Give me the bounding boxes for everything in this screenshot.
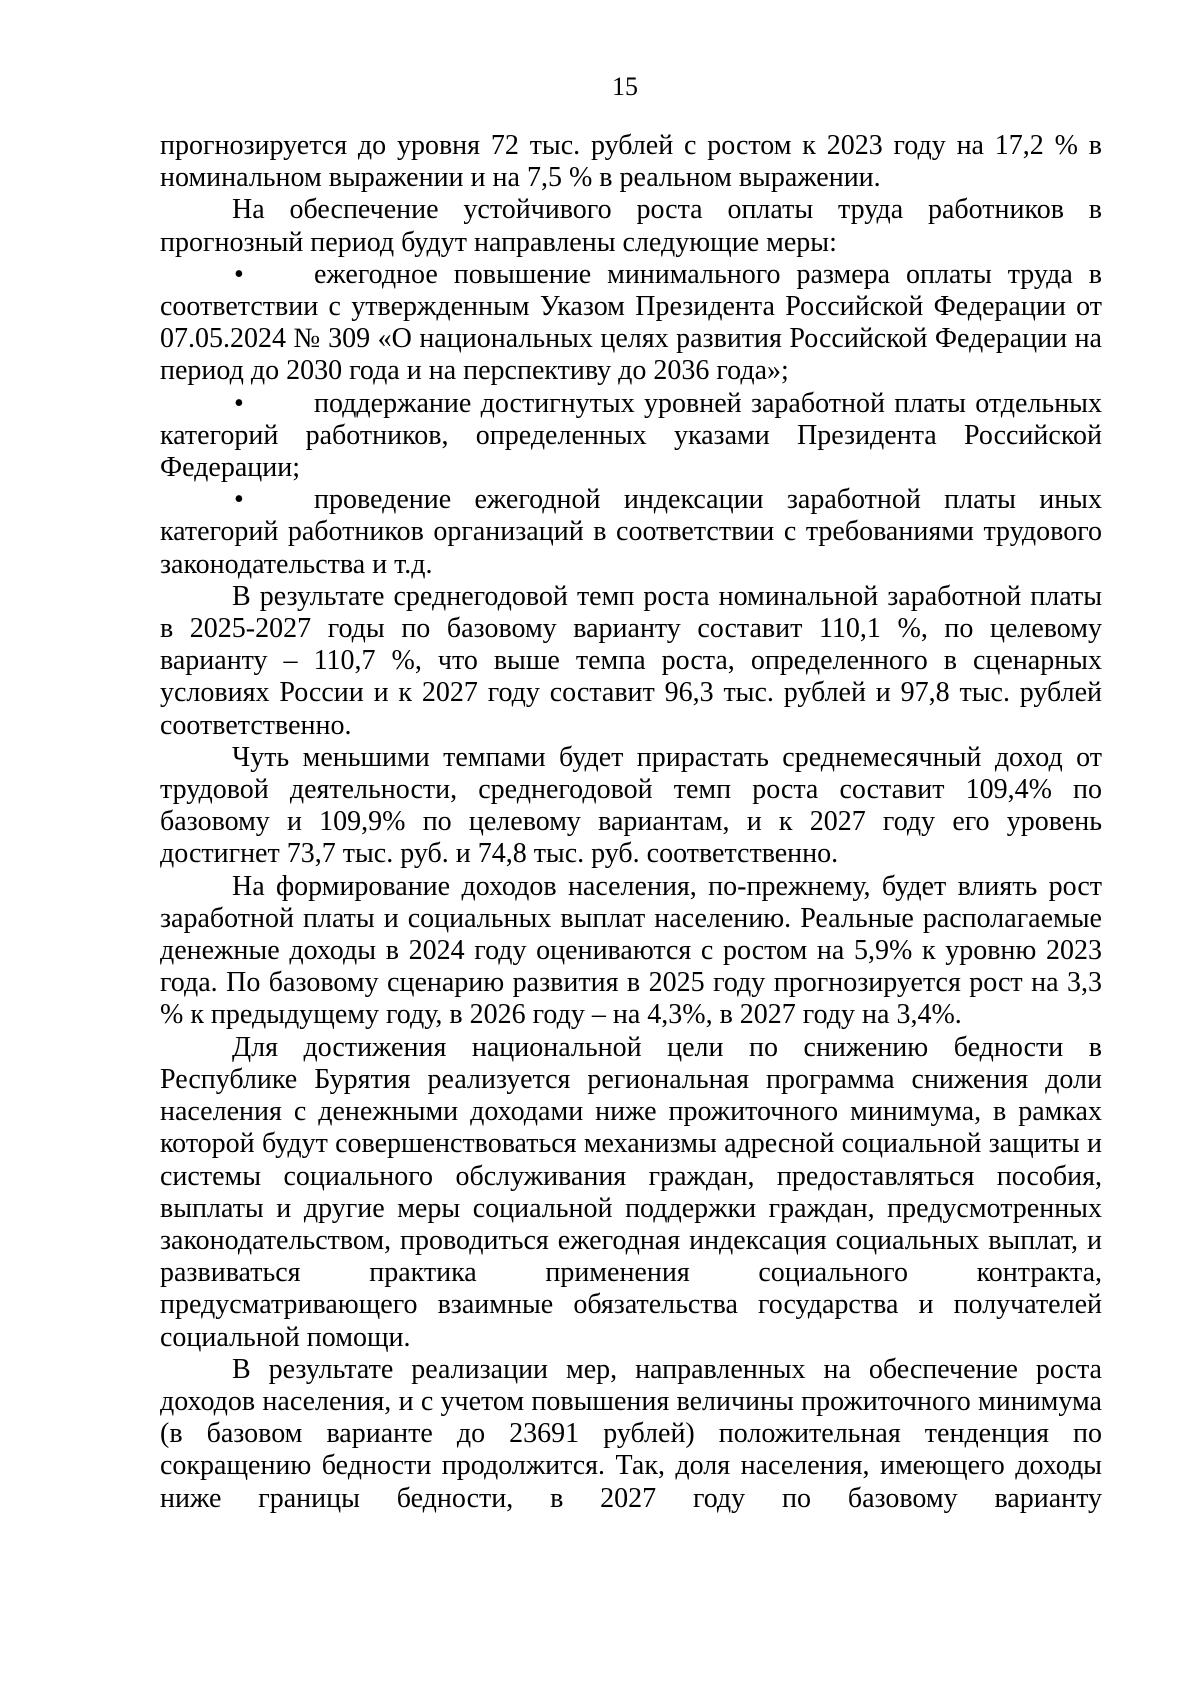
paragraph-poverty-reduction: В результате реализации мер, направленных на обеспечение роста доходов населения, и с учетом повышения величины прожиточного минимума (в базовом варианте до 23691 рублей) положительная тенденция по сокращению бедности продолжится. Так, доля населения, имеющего доходы ниже границы бедности, в 2027 году по базовому варианту [160, 1353, 1102, 1514]
bullet-item-minimum-wage [160, 259, 1102, 388]
paragraph-wage-growth: В результате среднегодовой темп роста номинальной заработной платы в 2025-2027 годы по базовому варианту составит 110,1 %, по целевому варианту – 110,7 %, что выше темпа роста, определенного в сценарных условиях России и к 2027 году составит 96,3 тыс. рублей и 97,8 тыс. рублей соответственно. [160, 580, 1102, 741]
bullet-icon: • [234, 387, 244, 419]
paragraph-continuation: прогнозируется до уровня 72 тыс. рублей с ростом к 2023 году на 17,2 % в номинальном выражении и на 7,5 % в реальном выражении. [160, 130, 1102, 194]
bullet-text: проведение ежегодной индексации заработной платы иных категорий работников организаций в соответствии с требованиями трудового законодательства и т.д. [160, 484, 1102, 580]
bullet-text: ежегодное повышение минимального размера оплаты труда в соответствии с утвержденным Указом Президента Российской Федерации от 07.05.2024 № 309 «О национальных целях развития Российской Федерации на период до 2030 года и на перспективу до 2036 года»; [160, 258, 1102, 387]
paragraph-labor-income: Чуть меньшими темпами будет прирастать среднемесячный доход от трудовой деятельности, среднегодовой темп роста составит 109,4% по базовому и 109,9% по целевому вариантам, и к 2027 году его уровень достигнет 73,7 тыс. руб. и 74,8 тыс. руб. соответственно. [160, 741, 1102, 870]
bullet-text: поддержание достигнутых уровней заработной платы отдельных категорий работников, определенных указами Президента Российской Федерации; [160, 387, 1102, 484]
document-body [160, 130, 1102, 1515]
paragraph-population-income: На формирование доходов населения, по-прежнему, будет влиять рост заработной платы и социальных выплат населению. Реальные располагаемые денежные доходы в 2024 году оцениваются с ростом на 5,9% к уровню 2023 года. По базовому сценарию развития в 2025 году прогнозируется рост на 3,3 % к предыдущему году, в 2026 году – на 4,3%, в 2027 году на 3,4%. [160, 870, 1102, 1031]
page-number: 15 [612, 72, 638, 101]
bullet-item-indexation [160, 484, 1102, 581]
paragraph-poverty-program: Для достижения национальной цели по снижению бедности в Республике Бурятия реализуется региональная программа снижения доли населения с денежными доходами ниже прожиточного минимума, в рамках которой будут совершенствоваться механизмы адресной социальной защиты и системы социального обслуживания граждан, предоставляться пособия, выплаты и другие меры социальной поддержки граждан, предусмотренных законодательством, проводиться ежегодная индексация социальных выплат, и развиваться практика применения социального контракта, предусматривающего взаимные обязательства государства и получателей социальной помощи. [160, 1031, 1102, 1353]
bullet-icon: • [234, 484, 244, 516]
bullet-item-wage-levels [160, 388, 1102, 485]
paragraph-measures-intro: На обеспечение устойчивого роста оплаты труда работников в прогнозный период будут направлены следующие меры: [160, 194, 1102, 258]
bullet-icon: • [234, 258, 244, 290]
